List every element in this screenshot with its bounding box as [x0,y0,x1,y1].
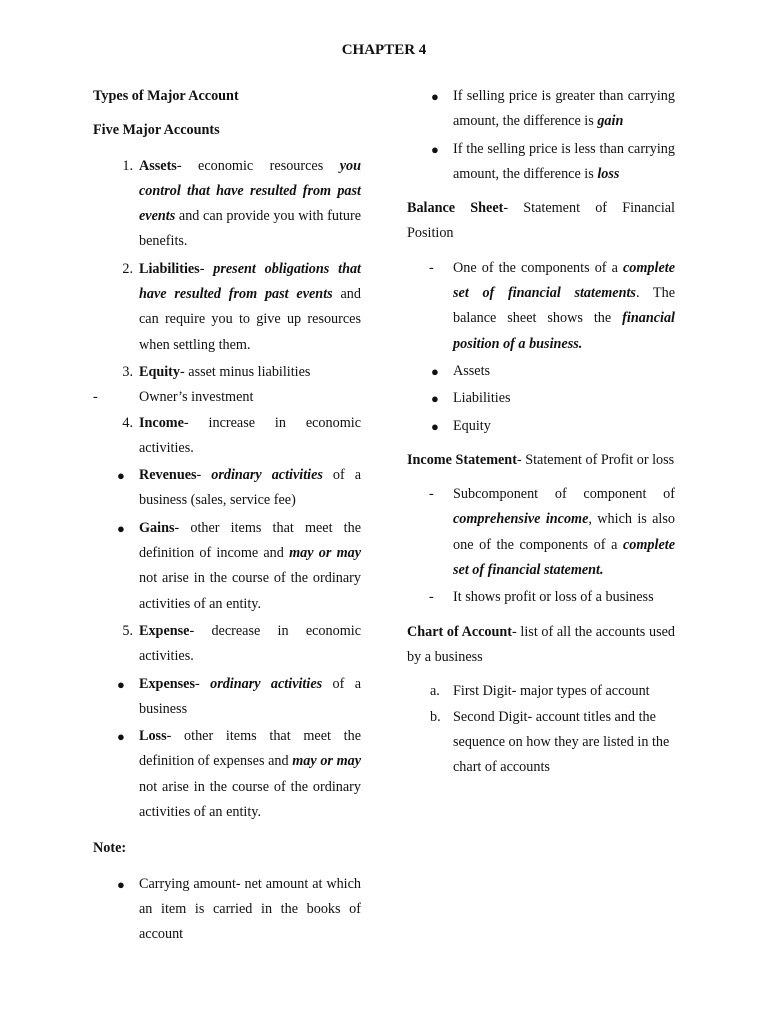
emphasis-text: gain [597,113,624,130]
emphasis-text: you control that have resulted from past events [139,157,361,225]
left-column [93,84,361,948]
list-item-assets [407,359,675,384]
emphasis-text: comprehensive income [453,511,589,528]
definition-text: If selling price is greater than carrying amount, the difference is [453,88,675,130]
term-expenses: Expenses [139,675,195,692]
income-statement-list [407,482,675,610]
bullet-icon: ● [431,391,439,407]
bullet-icon: ● [117,468,125,484]
chapter-title: CHAPTER 4 [341,42,427,58]
term-income-statement: Income Statement [407,451,517,468]
list-number: 3. [122,363,133,380]
definition-text: not arise in the course of the ordinary activities of an entity. [139,778,361,821]
definition-text: - list of all the accounts used by a business [407,623,675,665]
list-item-loss [93,724,361,825]
term-expense: Expense [139,622,190,639]
emphasis-text: complete set of financial statement. [453,536,675,579]
heading-types-of-major-account: Types of Major Account [93,88,239,104]
term-income: Income [139,414,184,431]
definition-text: - [194,675,211,692]
list-item-gains [93,516,361,617]
term-chart-of-account: Chart of Account [407,623,513,640]
list-item-revenues [93,463,361,514]
term-equity: Equity [139,363,181,380]
balance-sheet-list [407,256,675,439]
definition-text: - asset minus liabilities [180,363,311,380]
definition-text: First Digit- major types of account [453,683,650,700]
list-item-owner-investment [93,385,361,410]
list-item-income-statement-desc [407,482,675,583]
definition-text: not arise in the course of the ordinary activities of an entity. [139,570,361,612]
emphasis-text: present obligations that have resulted from past events [139,260,361,303]
list-item-second-digit [407,705,675,781]
definition-text: - other items that meet the definition of expenses and [139,728,361,770]
list-number: 2. [122,260,133,277]
definition-text: . The balance sheet shows the [453,285,675,327]
gain-loss-rules [407,84,675,187]
list-item-assets [93,154,361,255]
definition-text: Owner’s investment [139,389,254,406]
term-gains: Gains [139,519,175,536]
emphasis-text: may or may [289,545,361,562]
bullet-icon: ● [431,89,439,104]
income-statement-paragraph [407,448,675,473]
list-item-carrying-amount [93,872,361,948]
list-item-expense [93,619,361,670]
major-accounts-list [93,154,361,826]
list-item-profit-or-loss [407,585,675,610]
definition-text: It shows profit or loss of a business [453,589,654,606]
definition-text: If the selling price is less than carrying amount, the difference is [453,140,675,182]
list-letter: a. [430,683,440,700]
chart-of-account-list [407,679,675,780]
emphasis-text: financial position of a business. [453,310,675,352]
dash-marker: - [93,389,98,406]
emphasis-text: loss [597,165,620,182]
definition-text: and can provide you with future benefits. [139,208,361,250]
definition-text: - [196,467,212,484]
note-heading: Note: [93,840,127,857]
bullet-icon: ● [431,363,439,379]
dash-marker: - [429,486,434,503]
term-liabilities: Liabilities [139,260,200,277]
definition-text: One of the components of a [453,259,623,276]
emphasis-text: complete set of financial statements [453,259,675,302]
definition-text: - economic resources [176,157,340,174]
list-item-liabilities [93,257,361,358]
list-item-income [93,411,361,462]
list-item-gain-rule [407,84,675,135]
list-letter: b. [430,708,441,725]
list-number: 1. [122,157,133,174]
definition-text: Subcomponent of component of [453,486,675,503]
emphasis-text: ordinary activities [210,675,323,692]
item-text: Liabilities [453,390,511,407]
balance-sheet-paragraph [407,196,675,247]
right-column [407,84,675,780]
definition-text: of a business [139,675,361,717]
list-item-expenses [93,672,361,723]
list-item-first-digit [407,679,675,704]
term-balance-sheet: Balance Sheet [407,200,504,217]
heading-five-major-accounts: Five Major Accounts [93,122,220,139]
definition-text: - [199,260,214,277]
list-number: 5. [122,622,133,639]
bullet-icon: ● [117,729,125,745]
item-text: Equity [453,417,491,434]
definition-text: Carrying amount- net amount at which an item is carried in the books of account [139,875,361,943]
list-item-balance-sheet-desc [407,256,675,357]
chart-of-account-paragraph [407,620,675,671]
list-number: 4. [122,414,133,431]
emphasis-text: may or may [292,753,361,770]
bullet-icon: ● [117,876,125,892]
list-item-equity [93,360,361,385]
bullet-icon: ● [431,141,439,157]
bullet-icon: ● [117,676,125,692]
bullet-icon: ● [431,418,439,434]
definition-text: - increase in economic activities. [139,414,361,456]
definition-text: - decrease in economic activities. [139,622,361,665]
definition-text: , which is also one of the components of a [453,511,675,553]
definition-text: - Statement of Financial Position [407,200,675,242]
definition-text: - Statement of Profit or loss [516,451,675,468]
dash-marker: - [429,259,434,276]
definition-text: of a business (sales, service fee) [139,467,361,509]
definition-text: and can require you to give up resources when settling them. [139,286,361,353]
list-item-equity [407,414,675,439]
emphasis-text: ordinary activities [211,467,323,484]
list-item-liabilities [407,386,675,411]
bullet-icon: ● [117,520,125,536]
item-text: Assets [453,362,491,379]
term-loss: Loss [139,728,167,745]
definition-text: Second Digit- account titles and the sequence on how they are listed in the chart of accounts [453,708,670,776]
term-assets: Assets [139,157,177,174]
definition-text: - other items that meet the definition of income and [139,519,361,562]
note-list [93,872,361,948]
list-item-loss-rule [407,137,675,188]
dash-marker: - [429,589,434,606]
term-revenues: Revenues [139,467,197,484]
